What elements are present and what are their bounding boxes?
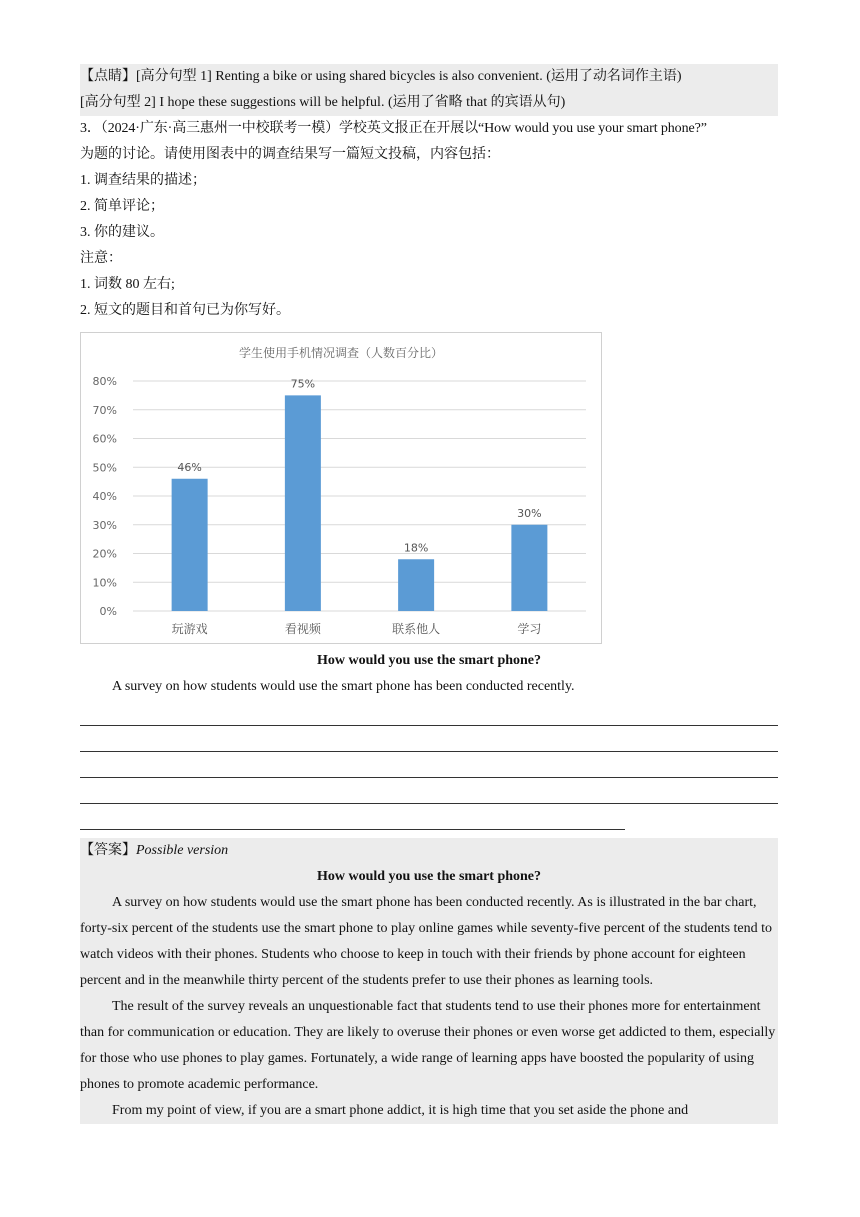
answer-paragraph: The result of the survey reveals an unquestionable fact that students tend to use their phones more for entertainment than for communication or education. They are likely to overuse their phones or even worse get addicted to them, especially for those who use phones to play games. Fortunately, a wide range of learning apps have boosted the popularity of using phones to promote academic performance. — [80, 999, 776, 1092]
y-tick-label: 70% — [92, 403, 117, 417]
requirement-item: 1. 调查结果的描述； — [80, 173, 206, 188]
answer-label: 【答案】 — [80, 843, 136, 858]
essay-first-sentence: A survey on how students would use the smart phone has been conducted recently. — [112, 679, 575, 694]
bar-value-label: 46% — [177, 460, 202, 474]
note-item: 1. 词数 80 左右; — [80, 277, 175, 292]
answer-blank-line[interactable] — [80, 752, 778, 778]
chart-title: 学生使用手机情况调查（人数百分比） — [238, 346, 444, 360]
answer-paragraph: From my point of view, if you are a smart phone addict, it is high time that you set aside the phone and — [112, 1103, 689, 1118]
y-tick-label: 20% — [92, 547, 117, 561]
y-tick-label: 0% — [99, 605, 117, 618]
bar-value-label: 18% — [403, 541, 429, 555]
answer-blank-lines — [80, 700, 778, 830]
bar — [285, 395, 321, 611]
requirement-item: 2. 简单评论； — [80, 199, 164, 214]
tip-line-1: 【点睛】[高分句型 1] Renting a bike or using shared bicycles is also convenient. (运用了动名词作主语) — [80, 69, 682, 84]
x-category-label: 联系他人 — [392, 622, 441, 636]
bar-chart — [80, 332, 602, 644]
question-line-2: 为题的讨论。请使用图表中的调查结果写一篇短文投稿，内容包括： — [80, 147, 500, 162]
answer-title: How would you use the smart phone? — [316, 869, 542, 884]
bar-value-label: 75% — [290, 377, 316, 391]
x-category-label: 玩游戏 — [171, 622, 208, 636]
tip-section — [80, 64, 778, 116]
answer-blank-line[interactable] — [80, 700, 778, 726]
answer-header — [80, 838, 778, 864]
y-tick-label: 80% — [92, 375, 117, 388]
answer-blank-line[interactable] — [80, 804, 625, 830]
question-line-1: 3．（2024·广东·高三惠州一中校联考一模）学校英文报正在开展以“How would you use your smart phone?” — [80, 121, 707, 136]
answer-blank-line[interactable] — [80, 726, 778, 752]
answer-paragraph: A survey on how students would use the smart phone has been conducted recently. As is illustrated in the bar chart, forty-six percent of the students use the smart phone to play online games while seventy-five percent of the students tend to watch videos with their phones. Students who choose to keep in touch with their friends by phone account for eighteen percent and in the meanwhile thirty percent of the students prefer to use their phones as learning tools. — [80, 895, 773, 988]
y-tick-label: 50% — [92, 461, 117, 475]
x-category-label: 学习 — [517, 622, 542, 636]
essay-title: How would you use the smart phone? — [316, 653, 542, 668]
y-tick-label: 60% — [92, 432, 117, 446]
requirement-item: 3. 你的建议。 — [80, 225, 164, 240]
answer-version: Possible version — [136, 843, 229, 858]
x-category-label: 看视频 — [284, 622, 321, 636]
bar-chart-svg — [81, 333, 601, 643]
bar — [172, 479, 208, 611]
bar-value-label: 30% — [517, 506, 542, 520]
note-item: 2. 短文的题目和首句已为你写好。 — [80, 303, 290, 318]
tip-line-2: [高分句型 2] I hope these suggestions will be helpful. (运用了省略 that 的宾语从句) — [80, 95, 566, 110]
bar — [511, 525, 547, 611]
document-page — [80, 64, 778, 1124]
y-tick-label: 10% — [92, 576, 117, 590]
y-tick-label: 30% — [92, 518, 117, 532]
question-section — [80, 116, 778, 324]
y-tick-label: 40% — [92, 490, 117, 503]
answer-section — [80, 838, 778, 1124]
bar — [398, 559, 434, 611]
answer-blank-line[interactable] — [80, 778, 778, 804]
note-label: 注意： — [80, 251, 122, 266]
